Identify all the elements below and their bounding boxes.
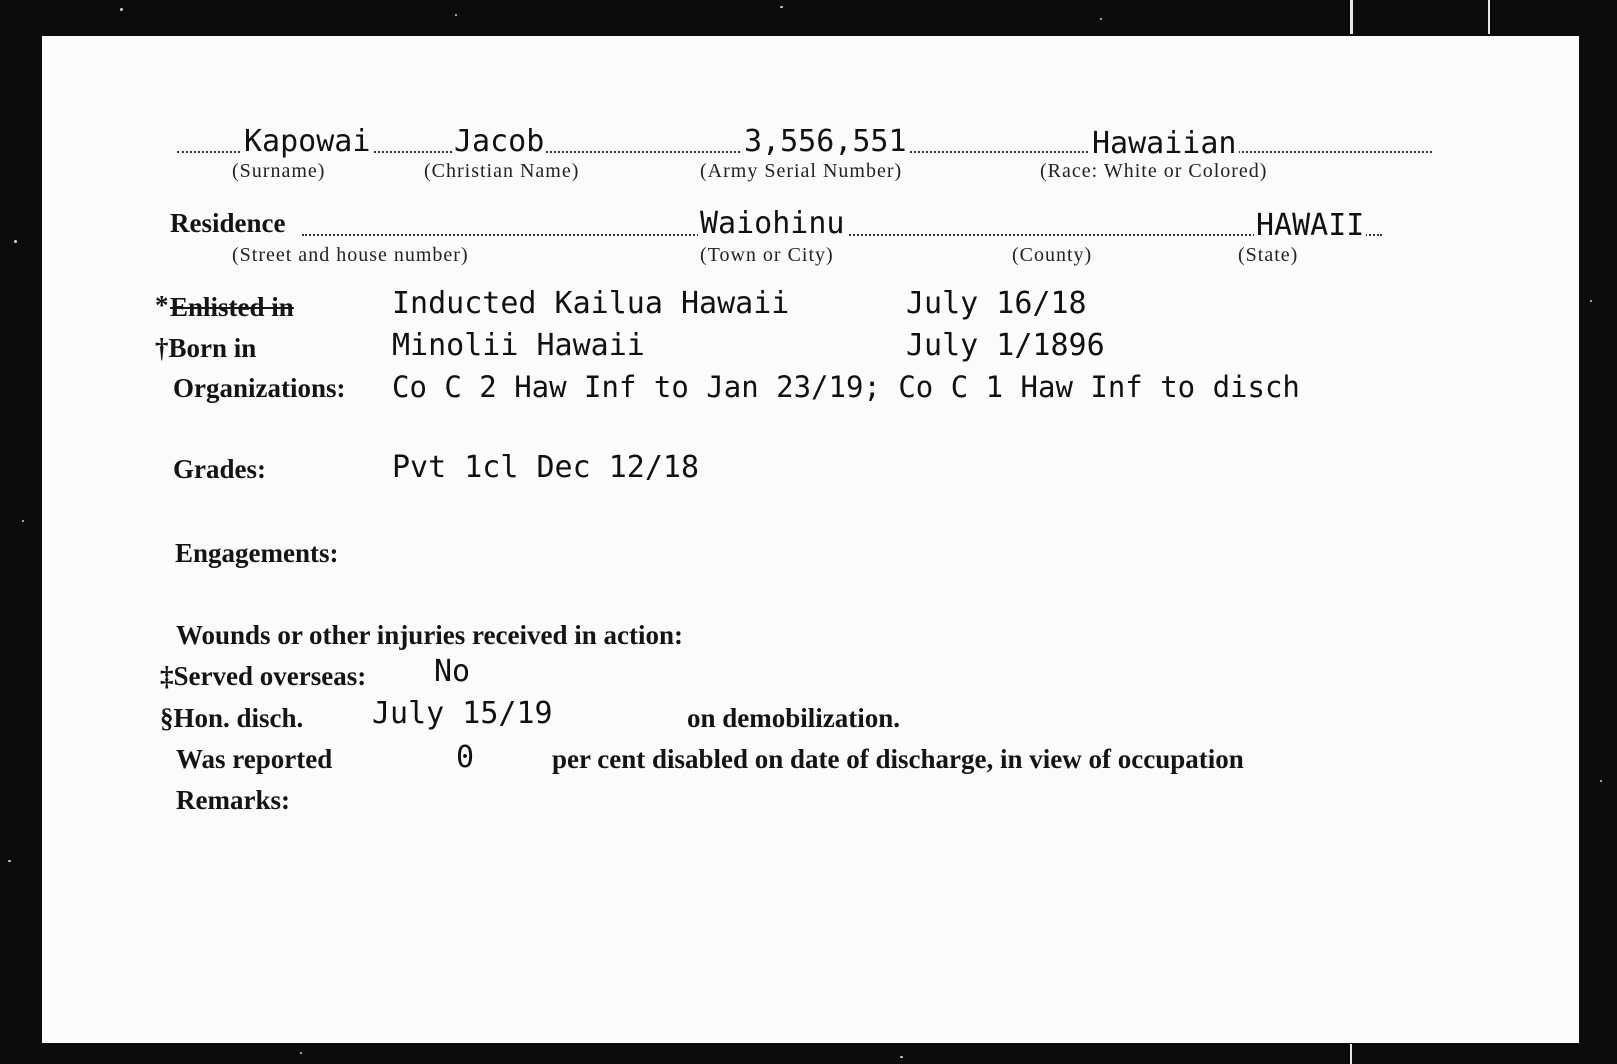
state-caption: (State) (1238, 244, 1299, 266)
organizations-label: Organizations: (173, 373, 346, 403)
wounds-label: Wounds or other injuries received in action: (176, 620, 684, 650)
christian-name-value: Jacob (454, 124, 545, 159)
enlisted-marker: * (155, 290, 169, 320)
race-caption: (Race: White or Colored) (1040, 160, 1268, 182)
race-value: Hawaiian (1092, 126, 1237, 161)
state-value: HAWAII (1256, 208, 1365, 243)
born-place: Minolii Hawaii (392, 328, 645, 363)
disability-value: 0 (456, 740, 475, 775)
town-caption: (Town or City) (700, 244, 834, 266)
organizations-value: Co C 2 Haw Inf to Jan 23/19; Co C 1 Haw Inf to disch (392, 370, 1300, 404)
enlisted-label: Enlisted in (170, 292, 294, 322)
surname-caption: (Surname) (232, 160, 326, 182)
engagements-label: Engagements: (175, 538, 339, 568)
surname-value: Kapowai (244, 124, 371, 159)
hon-disch-label: §Hon. disch. (160, 703, 304, 733)
grades-value: Pvt 1cl Dec 12/18 (392, 450, 700, 485)
service-record-card (42, 36, 1579, 1043)
born-label: †Born in (155, 333, 257, 363)
residence-label: Residence (170, 208, 286, 238)
served-overseas-label: ‡Served overseas: (160, 661, 367, 691)
disability-prefix: Was reported (176, 744, 333, 774)
county-caption: (County) (1012, 244, 1093, 266)
serial-number-caption: (Army Serial Number) (700, 160, 903, 182)
born-date: July 1/1896 (906, 328, 1105, 363)
enlisted-place: Inducted Kailua Hawaii (392, 286, 790, 321)
enlisted-date: July 16/18 (906, 286, 1087, 321)
hon-disch-suffix: on demobilization. (687, 703, 901, 733)
grades-label: Grades: (173, 454, 266, 484)
hon-disch-date: July 15/19 (372, 696, 553, 731)
street-caption: (Street and house number) (232, 244, 469, 266)
christian-name-caption: (Christian Name) (424, 160, 580, 182)
remarks-label: Remarks: (176, 785, 290, 815)
disability-suffix: per cent disabled on date of discharge, in view of occupation (552, 744, 1244, 774)
serial-number-value: 3,556,551 (744, 124, 907, 159)
served-overseas-value: No (434, 654, 471, 689)
town-value: Waiohinu (700, 206, 845, 241)
